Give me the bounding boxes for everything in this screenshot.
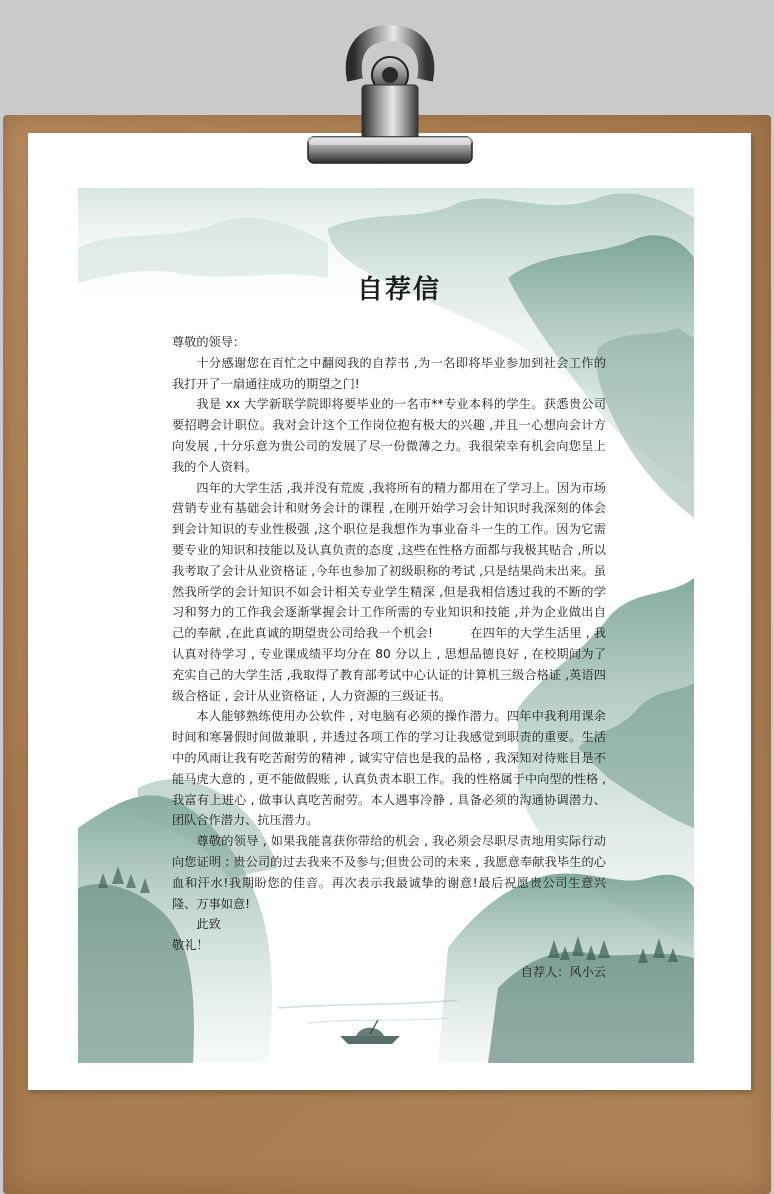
letter-paragraph: 四年的大学生活 ,我并没有荒废 ,我将所有的精力都用在了学习上。因为市场营销专业有基础会计和财务会计的课程 ,在刚开始学习会计知识时我深刻的体会到会计知识的专业性极强 ,这个职位是我想作为事业奋斗一生的工作。因为它需要专业的知识和技能以及认真负责的态度 ,这些在性格方面都与我极其贴合 ,所以我考取了会计从业资格证 ,今年也参加了初级职称的考试 ,只是结果尚未出来。虽然我所学的会计知识不如会计相关专业学生精深 ,但是我相信透过我的不断的学习和努力的工作我会逐渐掌握会计工作所需的专业知识和技能 ,并为企业做出自己的奉献 ,在此真诚的期望贵公司给我一个机会! 在四年的大学生活里 , 我认真对待学习 , 专业课成绩平均分在 80 分以上 , 思想品德良好 , 在校期间为了充实自己的大学生活 ,我取得了教育部考试中心认证的计算机三级合格证 ,英语四级合格证 , 会计从业资格证 , 人力资源的三级证书。	[172, 480, 606, 703]
binder-clip	[300, 25, 480, 175]
letter-title: 自荐信	[356, 275, 441, 305]
letter-paragraph: 尊敬的领导 , 如果我能喜获你带给的机会 , 我必须会尽职尽责地用实际行动向您证明 : 贵公司的过去我来不及参与;但贵公司的未来 , 我愿意奉献我毕生的心血和汗水!我期盼您的佳音。再次表示我最诚挚的谢意!最后祝愿贵公司生意兴隆、万事如意!	[172, 834, 606, 911]
letter-salutation: 尊敬的领导：	[172, 335, 246, 349]
letter-signature: 自荐人：风小云	[520, 964, 606, 979]
letter-paragraph: 本人能够熟练使用办公软件 , 对电脑有必须的操作潜力。四年中我利用课余时间和寒暑假时间做兼职 , 并透过各项工作的学习让我感觉到职责的重要。生活中的风雨让我有吃苦耐劳的精神 , 诚实守信也是我的品格 , 我深知对待账目是不能马虎大意的 , 更不能做假账 , 认真负责本职工作。我的性格属于中向型的性格 , 我富有上进心 , 做事认真吃苦耐劳。本人遇事冷静 , 具备必须的沟通协调潜力、团队合作潜力、抗压潜力。	[172, 709, 606, 828]
self-recommendation-letter	[172, 270, 606, 983]
letter-regards: 敬礼！	[172, 938, 209, 953]
letter-body	[172, 332, 606, 983]
letter-paragraph: 十分感谢您在百忙之中翻阅我的自荐书 ,为一名即将毕业参加到社会工作的我打开了一扇通往成功的期望之门!	[172, 355, 606, 391]
letter-paragraph: 我是 xx 大学新联学院即将要毕业的一名市**专业本科的学生。获悉贵公司要招聘会计职位。我对会计这个工作岗位抱有极大的兴趣 ,并且一心想向会计方向发展 ,十分乐意为贵公司的发展了尽一份微薄之力。我很荣幸有机会向您呈上我的个人资料。	[172, 397, 606, 474]
letter-closing: 此致	[196, 917, 221, 932]
